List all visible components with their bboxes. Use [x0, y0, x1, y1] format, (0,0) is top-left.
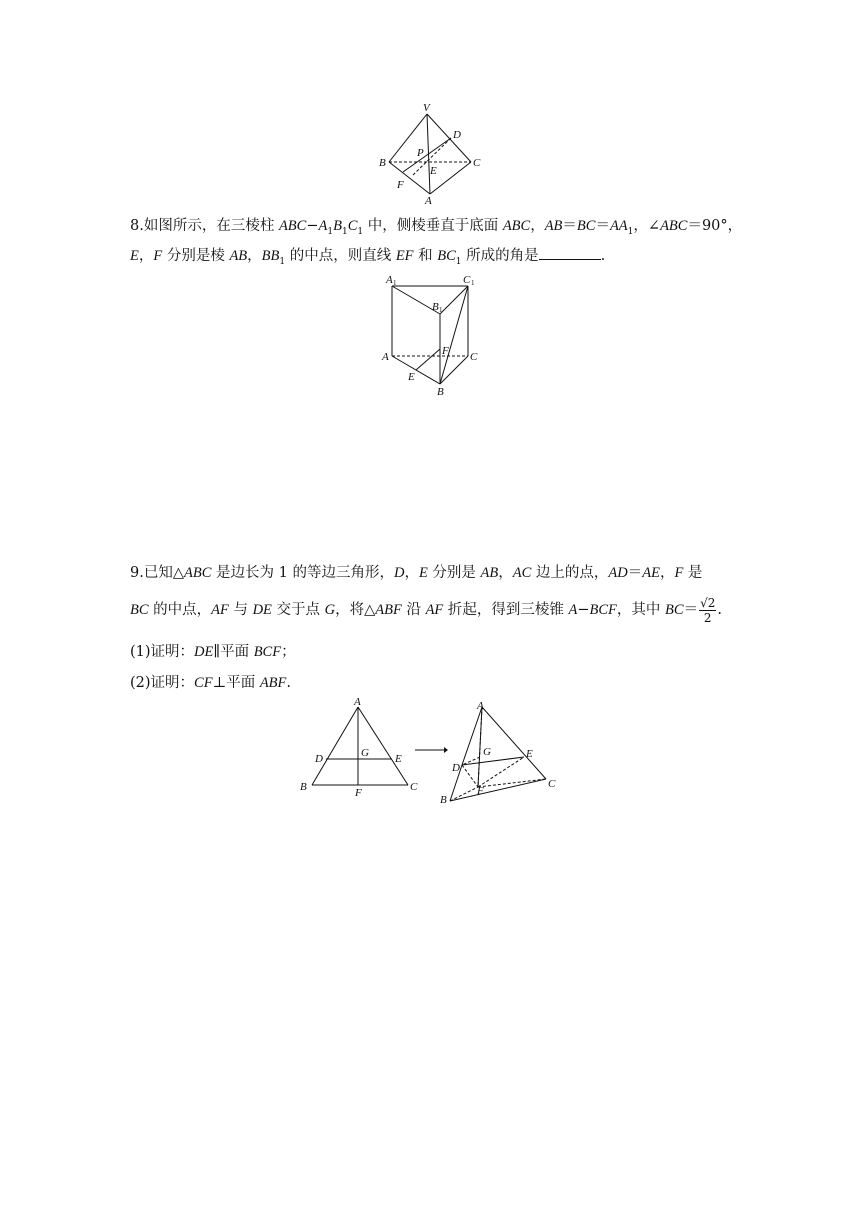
answer-blank [539, 245, 601, 260]
label-C1-sub: 1 [471, 279, 475, 287]
fraction-sqrt2-over-2: $\frac{√2}{2}$ [700, 595, 716, 625]
q9-line1: 9.已知△ABC 是边长为 1 的等边三角形，D，E 分别是 AB，AC 边上的点，AD＝AE，F 是 [130, 565, 703, 581]
label-F: F [355, 787, 362, 799]
label-A: A [354, 696, 361, 708]
label-A: A [477, 700, 484, 712]
label-D: D [315, 753, 323, 765]
label-A: A [382, 351, 389, 363]
label-E: E [526, 748, 533, 760]
label-D: D [453, 129, 461, 141]
label-G: G [483, 746, 491, 758]
label-F: F [477, 785, 484, 797]
q9-part2: (2)证明：CF⊥平面 ABF. [130, 675, 292, 691]
q8-line2: E，F 分别是棱 AB，$BB_1$ 的中点，则直线 EF 和 $BC_1$ 所成的角是 . [130, 245, 605, 272]
label-F: F [397, 179, 404, 191]
label-F: F [442, 345, 449, 357]
label-E: E [430, 165, 437, 177]
label-C: C [410, 781, 418, 793]
label-B1: B [432, 301, 439, 313]
label-V: V [423, 102, 430, 114]
label-D: D [452, 762, 460, 774]
figure-prism [380, 272, 490, 402]
label-A1-sub: 1 [393, 279, 397, 287]
q9-line2: BC 的中点，AF 与 DE 交于点 G，将△ABF 沿 AF 折起，得到三棱锥 A−BCF，其中 BC＝ $\frac{√2}{2}$ . [130, 595, 722, 625]
label-C: C [473, 157, 481, 169]
label-C: C [470, 351, 478, 363]
label-G: G [361, 747, 369, 759]
label-A: A [425, 195, 432, 207]
label-B: B [437, 386, 444, 398]
label-A1: A [386, 274, 393, 286]
label-E: E [408, 371, 415, 383]
label-B: B [300, 781, 307, 793]
q9-part1: (1)证明：DE∥平面 BCF； [130, 644, 296, 660]
label-B: B [379, 157, 386, 169]
figure-pyramid [375, 100, 485, 210]
label-B1-sub: 1 [439, 306, 443, 314]
figure-triangle [298, 695, 428, 800]
q8-line1: 8.如图所示，在三棱柱 $ABC-A_1B_1C_1$ 中，侧棱垂直于底面 ABC，$AB=BC=AA_1$，∠ABC＝90°， [130, 218, 743, 237]
label-C1: C [463, 274, 471, 286]
label-B: B [440, 794, 447, 806]
label-C: C [548, 778, 556, 790]
figure-folded-pyramid [436, 695, 566, 810]
label-P: P [417, 147, 424, 159]
label-E: E [395, 753, 402, 765]
